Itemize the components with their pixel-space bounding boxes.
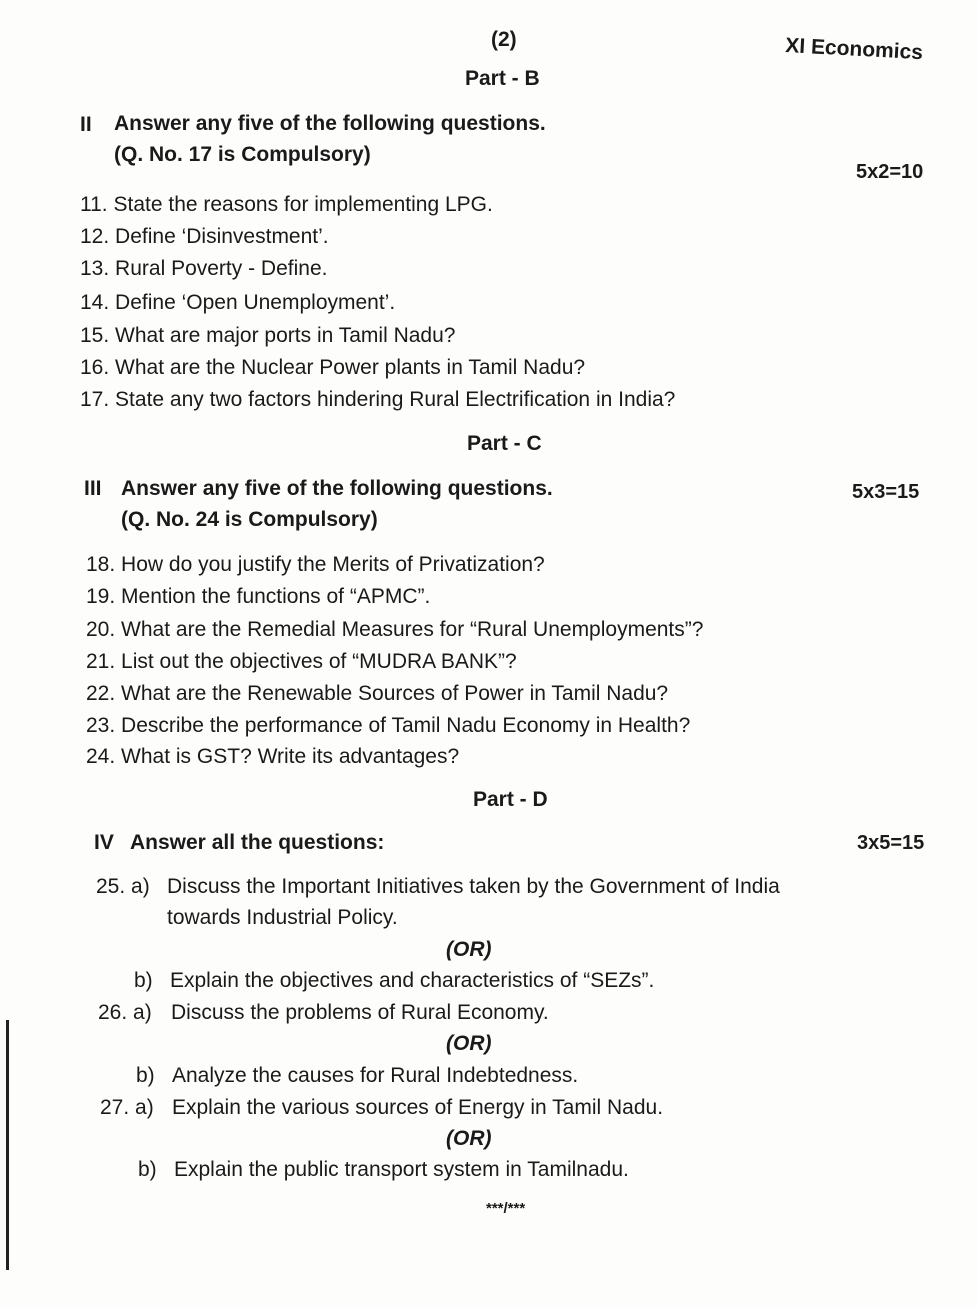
question-16: [80, 356, 585, 380]
part-d-marks: 3x5=15: [857, 832, 925, 854]
question-15: [80, 324, 455, 348]
question-text: What are the Renewable Sources of Power in Tamil Nadu?: [121, 682, 669, 705]
part-b-title: Part - B: [465, 67, 540, 90]
question-21: [86, 650, 517, 674]
question-text: Rural Poverty - Define.: [115, 257, 328, 280]
question-number: 19.: [86, 585, 116, 608]
part-c-marks: 5x3=15: [852, 481, 920, 503]
question-17: [80, 388, 675, 412]
or-separator: (OR): [446, 938, 492, 961]
question-27a-number: 27. a): [100, 1096, 154, 1119]
end-mark: ***/***: [486, 1200, 526, 1217]
part-b-compulsory-note: (Q. No. 17 is Compulsory): [114, 143, 371, 166]
part-c-section-number: III: [84, 477, 102, 500]
question-number: 23.: [86, 714, 116, 737]
question-text: Mention the functions of “APMC”.: [121, 585, 431, 608]
question-number: 22.: [86, 682, 116, 705]
question-26a-text: Discuss the problems of Rural Economy.: [171, 1001, 549, 1024]
question-text: State any two factors hindering Rural Electrification in India?: [115, 388, 676, 411]
question-24: [86, 745, 459, 769]
question-text: List out the objectives of “MUDRA BANK”?: [121, 650, 517, 673]
question-text: What is GST? Write its advantages?: [121, 745, 460, 768]
question-text: What are the Remedial Measures for “Rural Unemployments”?: [121, 618, 704, 641]
question-text: Define ‘Disinvestment’.: [115, 225, 329, 248]
question-26b-text: Analyze the causes for Rural Indebtedness.: [172, 1064, 579, 1087]
question-11: [80, 193, 493, 217]
question-number: 20.: [86, 618, 116, 641]
question-number: 13.: [80, 257, 110, 280]
question-number: 12.: [80, 225, 110, 248]
question-25a-number: 25. a): [96, 875, 150, 898]
question-text: Describe the performance of Tamil Nadu Economy in Health?: [121, 714, 691, 737]
part-b-marks: 5x2=10: [856, 161, 924, 183]
question-25a-text-line2: towards Industrial Policy.: [167, 906, 398, 929]
or-separator: (OR): [446, 1127, 492, 1150]
question-12: [80, 225, 329, 249]
subject-title: XI Economics: [784, 34, 924, 65]
question-20: [86, 618, 703, 642]
question-number: 17.: [80, 388, 110, 411]
part-d-title: Part - D: [473, 788, 548, 811]
question-26a-number: 26. a): [98, 1001, 152, 1024]
question-text: Define ‘Open Unemployment’.: [115, 291, 396, 314]
question-text: What are the Nuclear Power plants in Tamil Nadu?: [115, 356, 586, 379]
question-13: [80, 257, 327, 281]
question-number: 15.: [80, 324, 110, 347]
part-d-section-number: IV: [94, 831, 114, 854]
part-c-instruction: Answer any five of the following questions.: [121, 477, 553, 500]
question-text: State the reasons for implementing LPG.: [113, 193, 493, 216]
question-number: 24.: [86, 745, 116, 768]
scan-margin-line: [6, 1020, 9, 1270]
or-separator: (OR): [446, 1032, 492, 1055]
question-27b-text: Explain the public transport system in Tamilnadu.: [174, 1158, 629, 1181]
question-text: What are major ports in Tamil Nadu?: [115, 324, 456, 347]
question-number: 16.: [80, 356, 110, 379]
question-26b-label: b): [136, 1064, 155, 1087]
question-25a-text-line1: Discuss the Important Initiatives taken by the Government of India: [167, 875, 780, 898]
question-22: [86, 682, 668, 706]
question-25b-label: b): [134, 969, 153, 992]
question-23: [86, 714, 690, 738]
page-number: (2): [491, 28, 517, 51]
question-27a-text: Explain the various sources of Energy in Tamil Nadu.: [172, 1096, 664, 1119]
part-b-section-number: II: [80, 113, 92, 136]
question-number: 14.: [80, 291, 110, 314]
question-27b-label: b): [138, 1158, 157, 1181]
question-18: [86, 553, 545, 577]
question-number: 21.: [86, 650, 116, 673]
question-19: [86, 585, 430, 609]
part-d-instruction: Answer all the questions:: [130, 831, 385, 854]
question-number: 18.: [86, 553, 116, 576]
part-c-compulsory-note: (Q. No. 24 is Compulsory): [121, 508, 378, 531]
question-25b-text: Explain the objectives and characteristics of “SEZs”.: [170, 969, 655, 992]
question-number: 11.: [80, 193, 108, 216]
part-b-instruction: Answer any five of the following questions.: [114, 112, 546, 135]
question-text: How do you justify the Merits of Privatization?: [121, 553, 545, 576]
part-c-title: Part - C: [467, 432, 542, 455]
question-14: [80, 291, 395, 315]
